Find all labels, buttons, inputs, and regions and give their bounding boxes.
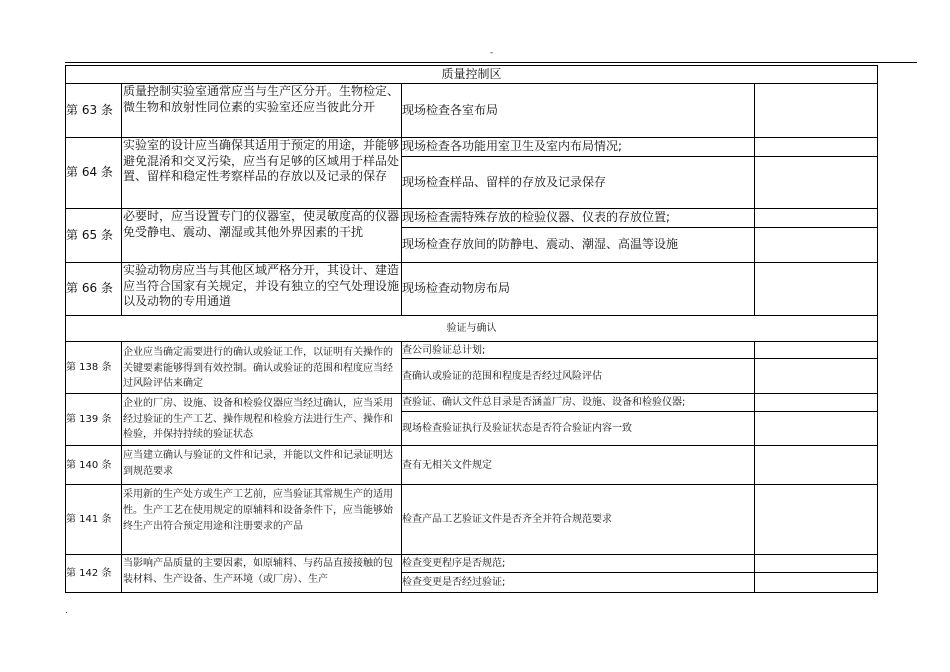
check-138-1: 查公司验证总计划; <box>401 341 755 359</box>
check-138-2: 查确认或验证的范围和程度是否经过风险评估 <box>401 358 755 394</box>
section-title: 验证与确认 <box>446 323 497 334</box>
check-65-1: 现场检查需特殊存放的检验仪器、仪表的存放位置; <box>401 208 755 228</box>
section-header-quality <box>65 65 878 84</box>
check-66-1: 现场检查动物房布局 <box>401 262 755 316</box>
result-138-2 <box>754 358 878 394</box>
section-title: 质量控制区 <box>441 66 502 81</box>
result-139-1 <box>754 393 878 412</box>
check-139-2: 现场检查验证执行及验证状态是否符合验证内容一致 <box>401 411 755 446</box>
article-65: 第 65 条 <box>65 208 122 263</box>
result-139-2 <box>754 411 878 446</box>
result-63 <box>754 83 878 138</box>
requirement-138: 企业应当确定需要进行的确认或验证工作，以证明有关操作的关键要素能够得到有效控制。确认或验证的范围和程度应当经过风险评估来确定 <box>121 341 402 394</box>
result-142-1 <box>754 554 878 573</box>
header-rule <box>65 62 917 63</box>
result-65-2 <box>754 227 878 263</box>
result-141 <box>754 484 878 555</box>
result-64-2 <box>754 156 878 209</box>
result-65-1 <box>754 208 878 228</box>
section-header-validation <box>65 315 878 342</box>
check-64-1: 现场检查各功能用室卫生及室内布局情况; <box>401 137 755 157</box>
requirement-142: 当影响产品质量的主要因素，如原辅料、与药品直接接触的包装材料、生产设备、生产环境（或厂房）、生产 <box>121 554 402 593</box>
requirement-64: 实验室的设计应当确保其适用于预定的用途，并能够避免混淆和交叉污染，应当有足够的区域用于样品处置、留样和稳定性考察样品的存放以及记录的保存 <box>121 137 402 209</box>
article-63: 第 63 条 <box>65 83 122 138</box>
article-138: 第 138 条 <box>65 341 122 394</box>
requirement-141: 采用新的生产处方或生产工艺前，应当验证其常规生产的适用性。生产工艺在使用规定的原辅料和设备条件下，应当能够始终生产出符合预定用途和注册要求的产品 <box>121 484 402 555</box>
result-142-2 <box>754 572 878 593</box>
article-139: 第 139 条 <box>65 393 122 446</box>
top-mark: - <box>490 48 494 58</box>
result-66 <box>754 262 878 316</box>
article-140: 第 140 条 <box>65 445 122 485</box>
check-142-1: 检查变更程序是否规范; <box>401 554 755 573</box>
check-142-2: 检查变更是否经过验证; <box>401 572 755 593</box>
bottom-mark: . <box>65 606 68 616</box>
result-64-1 <box>754 137 878 157</box>
article-142: 第 142 条 <box>65 554 122 593</box>
check-139-1: 查验证、确认文件总目录是否涵盖厂房、设施、设备和检验仪器; <box>401 393 755 412</box>
requirement-140: 应当建立确认与验证的文件和记录，并能以文件和记录证明达到规范要求 <box>121 445 402 485</box>
result-138-1 <box>754 341 878 359</box>
result-140 <box>754 445 878 485</box>
article-64: 第 64 条 <box>65 137 122 209</box>
check-64-2: 现场检查样品、留样的存放及记录保存 <box>401 156 755 209</box>
article-66: 第 66 条 <box>65 262 122 316</box>
check-141-1: 检查产品工艺验证文件是否齐全并符合规范要求 <box>401 484 755 555</box>
check-140-1: 查有无相关文件规定 <box>401 445 755 485</box>
check-63-1: 现场检查各室布局 <box>401 83 755 138</box>
requirement-65: 必要时，应当设置专门的仪器室，使灵敏度高的仪器免受静电、震动、潮湿或其他外界因素的干扰 <box>121 208 402 263</box>
requirement-66: 实验动物房应当与其他区域严格分开，其设计、建造应当符合国家有关规定，并设有独立的空气处理设施以及动物的专用通道 <box>121 262 402 316</box>
inspection-table <box>65 65 878 593</box>
article-141: 第 141 条 <box>65 484 122 555</box>
check-65-2: 现场检查存放间的防静电、震动、潮湿、高温等设施 <box>401 227 755 263</box>
requirement-139: 企业的厂房、设施、设备和检验仪器应当经过确认，应当采用经过验证的生产工艺、操作规程和检验方法进行生产、操作和检验，并保持持续的验证状态 <box>121 393 402 446</box>
requirement-63: 质量控制实验室通常应当与生产区分开。生物检定、微生物和放射性同位素的实验室还应当彼此分开 <box>121 83 402 138</box>
